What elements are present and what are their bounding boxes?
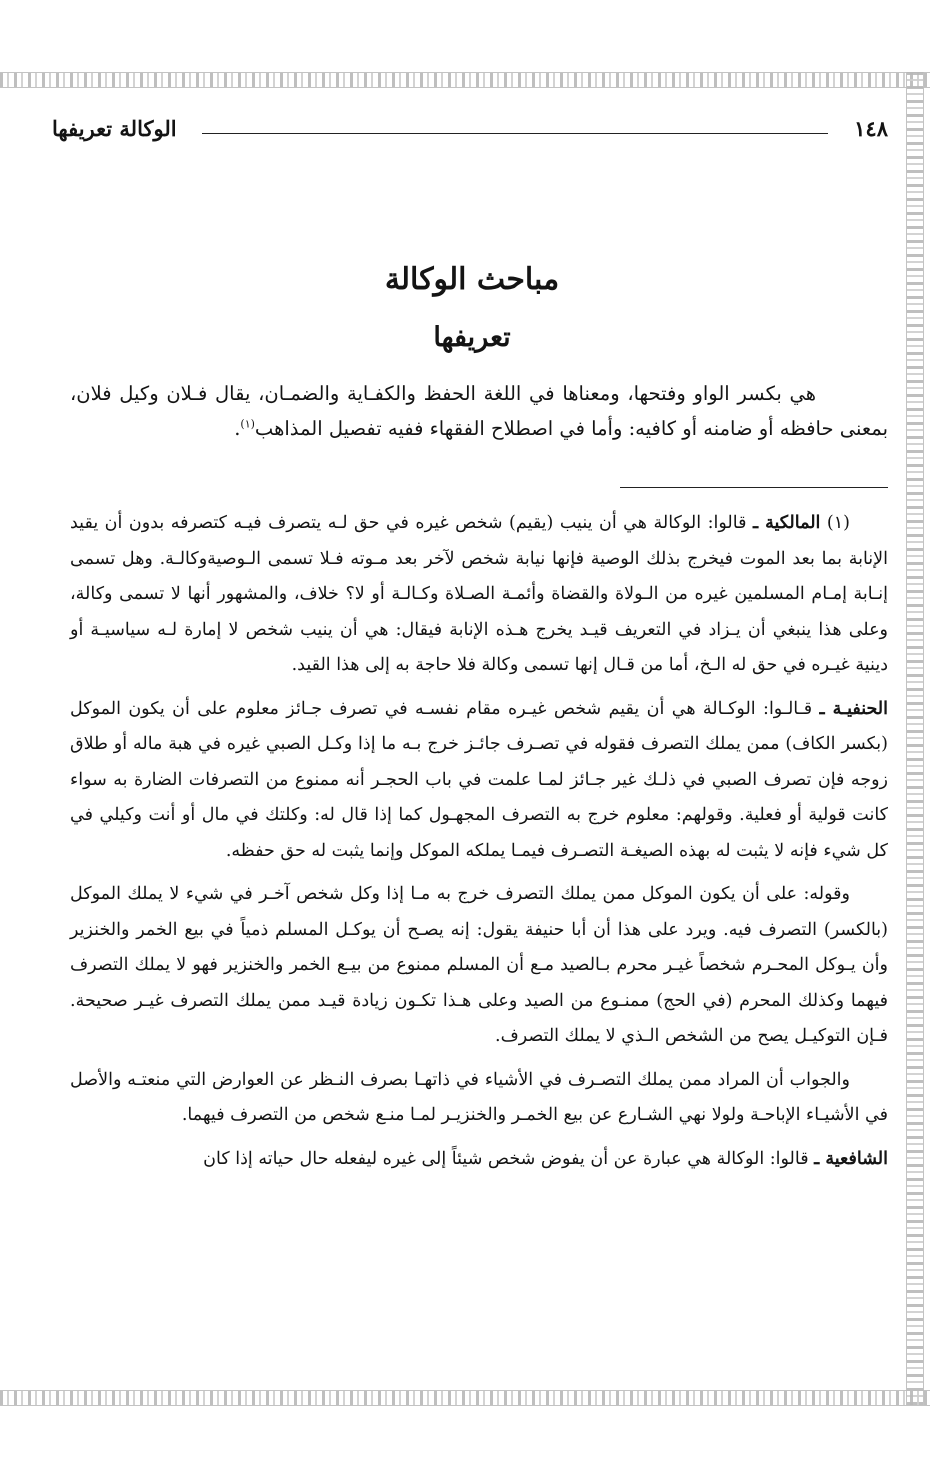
header-rule [202, 133, 828, 134]
page-header [52, 116, 888, 146]
footnote-para4: والجواب أن المراد ممن يملك التصـرف في الأشياء في ذاتهـا بصرف النـظر عن العوارض التي منعتـه والأصل في الأشيـاء الإباحـة ولولا نهي الشـارع عن بيع الخمـر والخنزيـر لمـا منـع شخص من التصرف فيهما. [70, 1069, 888, 1125]
page-number: ١٤٨ [854, 116, 888, 141]
footnote-para3: وقوله: على أن يكون الموكل ممن يملك التصرف خرج به مـا إذا وكل شخص آخـر في شيء لا يملك الموكل (بالكسر) التصرف فيه. ويرد على هذا أن أبا حنيفة يقول: إنه يصـح أن يوكـل المسلم ذمياً في بيع الخمر والخنزير وأن يـوكل المحـرم شخصاً غيـر محرم بـالصيد مـع أن المسلم ممنوع من بيـع الخمر والخنزير فهو لا يملك التصرف فيهما وكذلك المحرم (في الحج) ممنـوع من الصيد وعلى هـذا تكـون زيادة قيـد ممن يملك التصرف غيـر صحيحة. فـإن التوكيـل يصح من الشخص الـذي لا يملك التصرف. [70, 884, 888, 1046]
shafii-label: الشافعية ـ [814, 1148, 888, 1169]
shafii-text: قالوا: الوكالة هي عبارة عن أن يفوض شخص شيئاً إلى غيره ليفعله حال حياته إذا كان [203, 1148, 809, 1169]
paragraph-end: . [234, 417, 241, 440]
paragraph-text: هي بكسر الواو وفتحها، ومعناها في اللغة الحفظ والكفـاية والضمـان، يقال فـلان وكيل فلان، بمعنى حافظه أو ضامنه أو كافيه: وأما في اصطلاح الفقهاء ففيه تفصيل المذاهب [70, 382, 888, 440]
footnotes [70, 506, 888, 1185]
footnote-separator [620, 487, 888, 488]
hanafi-text: قـالـوا: الوكـالة هي أن يقيم شخص غيـره مقام نفسـه في تصرف جـائز معلوم على أن يكون الموكل (بكسر الكاف) ممن يملك التصرف فقوله في تصـرف جائـز خرج بـه ما إذا وكـل الصبي غيره في هبة ماله أو طلاق زوجه فإن تصرف الصبي في ذلـك غير جـائز لمـا علمت في باب الحجـر أنه ممنوع من التصرفات الضارة به سواء كانت قولية أو فعلية. وقولهم: معلوم خرج به التصرف المجهـول كما إذا قال له: وكلتك في مال أو أنت وكيلي في كل شيء فإنه لا يثبت له بهذه الصيغـة التصـرف فيمـا يملكه الموكل وإنما يثبت له حق حفظه. [70, 698, 888, 861]
maliki-text: قالوا: الوكالة هي أن ينيب (يقيم) شخص غيره في حق لـه يتصرف فيـه كتصرفه بدون أن يقيد الإنابة بما بعد الموت فيخرج بذلك الوصية فإنها نيابة شخص لآخر بعد مـوته فـلا تسمى الـوصيةوكالـة. وهل تسمى إنـابة إمـام المسلمين غيره من الـولاة والقضاة وأئمـة الصـلاة وكـالـة أو لا؟ خلاف، والمشهور أنها لا تسمى وكالة، وعلى هذا ينبغي أن يـزاد في التعريف قيـد يخرج هـذه الإنابة فيقال: هي أن ينيب شخص لا إمارة لـه سياسيـة أو دينية غيـره في حق له الـخ، أما من قـال إنها تسمى وكالة فلا حاجة به إلى هذا القيد. [70, 513, 888, 675]
chapter-title: مباحث الوكالة [384, 262, 560, 297]
footnote-number: (١) [826, 513, 850, 533]
footnote-shafii [70, 1142, 888, 1178]
maliki-label: المالكية ـ [752, 513, 821, 533]
ornamental-border-top [0, 72, 930, 88]
footnote-maliki [70, 506, 888, 684]
ornamental-border-bottom [0, 1390, 930, 1406]
footnote-ref: (١) [240, 417, 255, 431]
running-title: الوكالة تعريفها [52, 116, 177, 141]
body-paragraph [70, 376, 888, 446]
section-title: تعريفها [433, 322, 511, 353]
footnote-hanafi [70, 692, 888, 870]
hanafi-label: الحنفيـة ـ [819, 698, 888, 719]
